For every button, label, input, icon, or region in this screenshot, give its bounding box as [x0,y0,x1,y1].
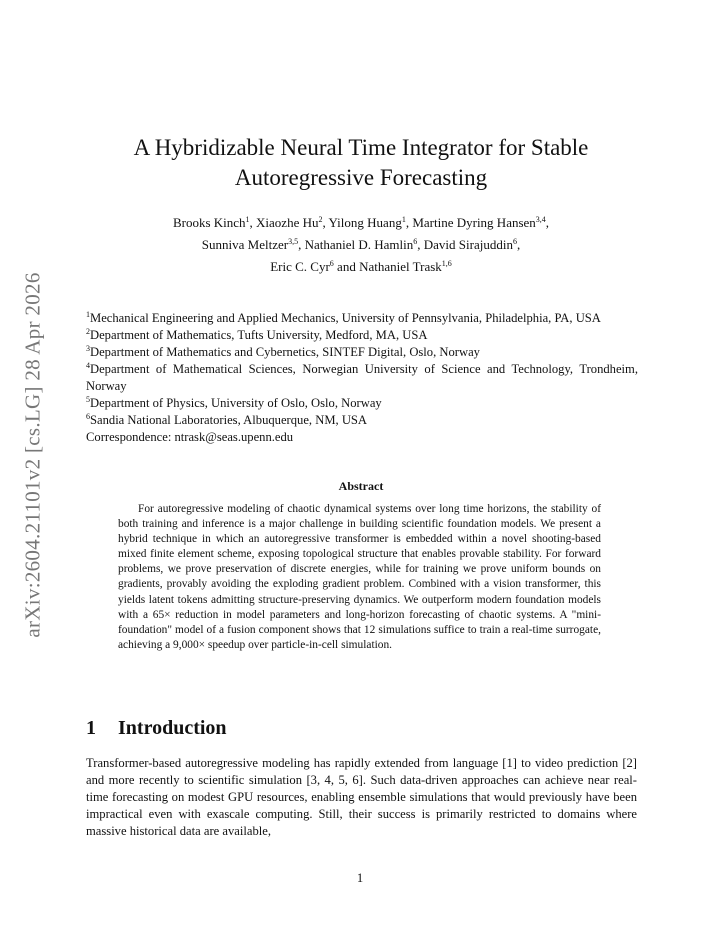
author-sup: 1,6 [441,259,452,268]
section-title: Introduction [118,717,227,739]
author-name: Yilong Huang [328,215,402,230]
author-name: David Sirajuddin [423,237,513,252]
author-sup: 6 [329,259,334,268]
author-name: Nathaniel Trask [359,259,442,274]
author-sup: 6 [413,237,418,246]
author-name: Xiaozhe Hu [256,215,319,230]
section-heading [86,717,227,740]
author-sup: 1 [245,215,250,224]
author-line-3 [86,256,636,278]
affiliation-text: Department of Mathematics and Cybernetics, SINTEF Digital, Oslo, Norway [90,345,480,359]
correspondence: Correspondence: ntrask@seas.upenn.edu [86,430,294,444]
author-sup: 3,4 [535,215,546,224]
author-conjunction: and [337,259,356,274]
affiliation-item [86,361,638,395]
affiliation-item [86,344,638,361]
affiliation-item [86,412,638,429]
arxiv-stamp [18,260,48,650]
affiliation-sup: 4 [86,361,90,370]
affiliation-text: Sandia National Laboratories, Albuquerque, NM, USA [90,413,368,427]
affiliation-item [86,327,638,344]
intro-paragraph: Transformer-based autoregressive modeling has rapidly extended from language [1] to video prediction [2] and more recently to scientific simulation [3, 4, 5, 6]. Such data-driven approaches can achieve near real-time forecasting on modest GPU resources, enabling ensemble simulations that would previously have been impractical even with exascale computing. Still, their success is primarily restricted to domains where massive historical data are available, [86,756,637,838]
affiliation-sup: 3 [86,344,90,353]
author-name: Sunniva Meltzer [201,237,289,252]
affiliation-text: Department of Mathematics, Tufts University, Medford, MA, USA [90,328,428,342]
author-sup: 2 [318,215,323,224]
page-number: 1 [356,871,364,885]
affiliation-text: Department of Mathematical Sciences, Norwegian University of Science and Technology, Trondheim, Norway [86,362,638,393]
author-line-1: Brooks Kinch$^1$, Xiaozhe Hu$^2$, Yilong Huang$^1$, Martine Dyring Hansen$^{3,4}$, [172,215,550,230]
section-number: 1 [86,717,96,739]
affiliation-text: Mechanical Engineering and Applied Mechanics, University of Pennsylvania, Philadelphia, PA, USA [90,311,601,325]
author-sup: 1 [401,215,406,224]
author-sup: 3,5 [288,237,299,246]
affiliation-sup: 1 [86,310,90,319]
affiliation-item [86,310,638,327]
affiliation-sup: 6 [86,412,90,421]
affiliation-sup: 2 [86,327,90,336]
title-line-1: A Hybridizable Neural Time Integrator for Stable [133,135,589,160]
abstract-heading: Abstract [338,479,384,493]
affiliation-item [86,395,638,412]
paper-title [86,133,636,193]
abstract-text: For autoregressive modeling of chaotic dynamical systems over long time horizons, the stability of both training and inference is a major challenge in building scientific foundation models. We present a hybrid technique in which an autoregressive transformer is embedded within a novel shooting-based mixed finite element scheme, exposing topological structure that enables provable stability. For forward problems, we prove preservation of discrete energies, while for training we prove uniform bounds on gradients, provably avoiding the exploding gradient problem. Combined with a vision transformer, this yields latent tokens admitting structure-preserving dynamics. We outperform modern foundation models with a 65× reduction in model parameters and long-horizon forecasting of chaotic systems. A "mini-foundation" model of a fusion component shows that 12 simulations suffice to train a real-time surrogate, achieving a 9,000× speedup over particle-in-cell simulation. [118,503,601,651]
author-list [86,212,636,278]
author-line-2: Sunniva Meltzer$^{3,5}$, Nathaniel D. Hamlin$^6$, David Sirajuddin$^6$, [201,237,521,252]
author-name: Martine Dyring Hansen [412,215,536,230]
author-name: Nathaniel D. Hamlin [304,237,414,252]
affiliation-sup: 5 [86,395,90,404]
arxiv-stamp-text: arXiv:2604.21101v2 [cs.LG] 28 Apr 2026 [20,272,45,638]
author-sup: 6 [512,237,517,246]
affiliation-text: Department of Physics, University of Oslo, Oslo, Norway [90,396,382,410]
author-name: Eric C. Cyr [270,259,330,274]
affiliation-list [86,310,638,446]
title-line-2: Autoregressive Forecasting [234,165,488,190]
author-name: Brooks Kinch [172,215,246,230]
